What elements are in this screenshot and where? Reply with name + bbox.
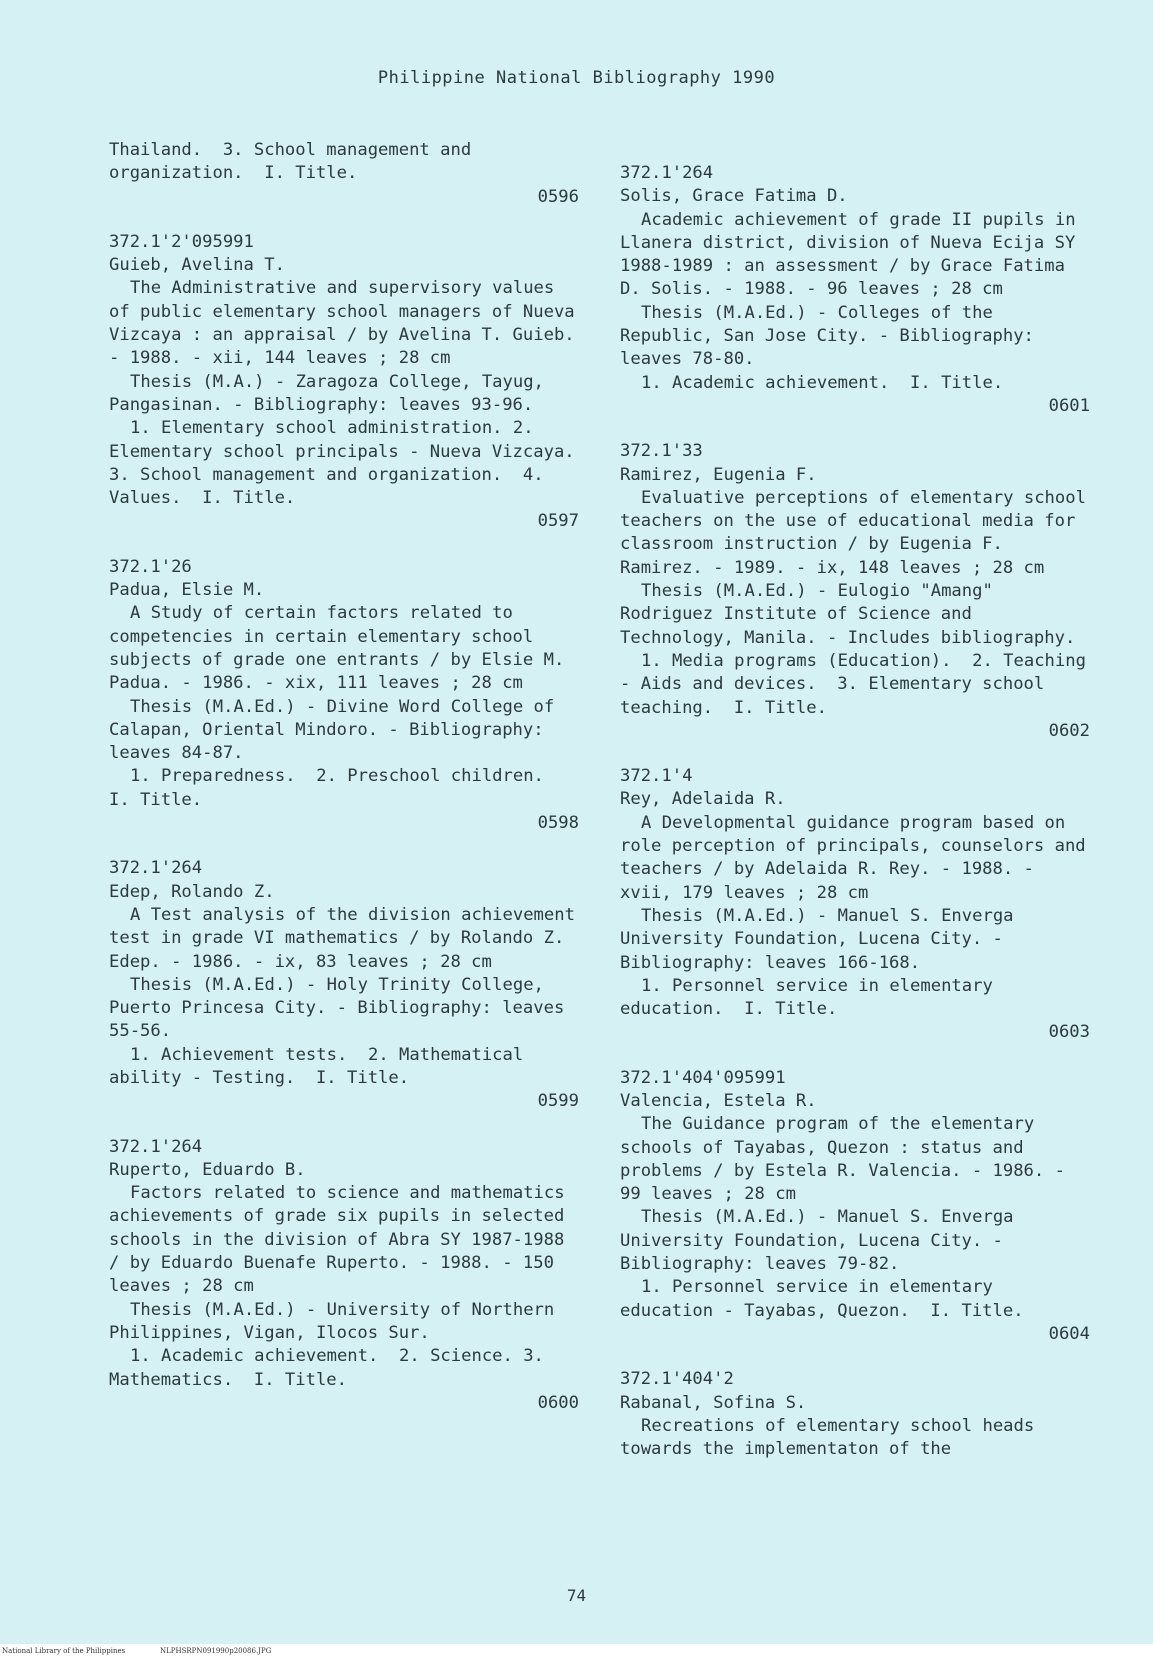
scan-footer	[0, 1644, 1153, 1658]
entry-note: Recreations of elementary school heads towards the implementaton of the	[620, 1415, 1045, 1460]
entry-note: Factors related to science and mathematics achievements of grade six pupils in selected schools in the division of Abra SY 1987-1988 / by Eduardo Buenafe Ruperto. - 1988. - 150 leaves ; 28 cm	[109, 1183, 575, 1297]
right-column	[620, 162, 1097, 1483]
author-heading: Ruperto, Eduardo B.	[109, 1159, 306, 1180]
entry-note: Evaluative perceptions of elementary school teachers on the use of educational media for classroom instruction / by Eugenia F. Ramirez. - 1989. - ix, 148 leaves ; 28 cm	[620, 487, 1097, 578]
page-number: 74	[566, 1586, 587, 1605]
author-heading: Rabanal, Sofina S.	[620, 1392, 807, 1413]
call-number: 372.1'33	[620, 441, 703, 462]
call-number: 372.1'264	[109, 858, 203, 879]
bibliography-entry	[620, 162, 1090, 418]
call-number: 372.1'404'2	[620, 1369, 734, 1390]
call-number: 372.1'404'095991	[620, 1067, 786, 1088]
entry-note: The Administrative and supervisory values of public elementary school managers of Nueva Vizcaya : an appraisal / by Avelina T. Guieb. - 1988. - xii, 144 leaves ; 28 cm	[109, 278, 586, 369]
bibliography-entry	[620, 1368, 1090, 1461]
bibliography-entry	[109, 139, 579, 209]
author-heading: Guieb, Avelina T.	[109, 255, 285, 276]
entry-number: 0601	[1048, 395, 1090, 416]
entry-note: 1. Personnel service in elementary education. I. Title.	[620, 975, 1004, 1020]
entry-number: 0597	[537, 511, 579, 532]
left-column	[109, 139, 596, 1437]
author-heading: Rey, Adelaida R.	[620, 789, 786, 810]
bibliography-entry	[620, 765, 1097, 1045]
call-number: 372.1'26	[109, 556, 192, 577]
entry-note: A Test analysis of the division achievement test in grade VI mathematics / by Rolando Z. Edep. - 1986. - ix, 83 leaves ; 28 cm	[109, 904, 586, 972]
entry-note: Thesis (M.A.Ed.) - Divine Word College of Calapan, Oriental Mindoro. - Bibliography: leaves 84-87.	[109, 696, 565, 764]
entry-note: 1. Elementary school administration. 2. Elementary school principals - Nueva Vizcaya. 3. School management and organization. 4. Values. I. Title.	[109, 418, 596, 509]
entry-note: 1. Academic achievement. 2. Science. 3. Mathematics. I. Title.	[109, 1346, 555, 1390]
entry-note: Thesis (M.A.) - Zaragoza College, Tayug, Pangasinan. - Bibliography: leaves 93-96.	[109, 371, 555, 415]
footer-right-text: NLPHSRPN091990p20086.JPG	[160, 1647, 272, 1655]
bibliography-entry	[620, 440, 1097, 743]
entry-note: Academic achievement of grade II pupils in Llanera district, division of Nueva Ecija SY 1988-1989 : an assessment / by Grace Fatima D. Solis. - 1988. - 96 leaves ; 28 cm	[620, 209, 1086, 300]
bibliography-entry	[109, 231, 596, 534]
entry-note: A Study of certain factors related to competencies in certain elementary school subjects of grade one entrants / by Elsie M. Padua. - 1986. - xix, 111 leaves ; 28 cm	[109, 603, 575, 694]
author-heading: Padua, Elsie M.	[109, 580, 265, 601]
author-heading: Valencia, Estela R.	[620, 1090, 817, 1111]
author-heading: Solis, Grace Fatima D.	[620, 186, 848, 207]
entry-note: A Developmental guidance program based on role perception of principals, counselors and teachers / by Adelaida R. Rey. - 1988. - xvii, 179 leaves ; 28 cm	[620, 812, 1097, 903]
entry-note: Thesis (M.A.Ed.) - Colleges of the Republic, San Jose City. - Bibliography: leaves 78-80.	[620, 302, 1045, 370]
footer-left-text: National Library of the Philippines	[2, 1647, 126, 1655]
bibliography-entry	[109, 857, 586, 1113]
entry-number: 0596	[537, 186, 579, 207]
author-heading: Ramirez, Eugenia F.	[620, 464, 817, 485]
entry-note: Thesis (M.A.Ed.) - Holy Trinity College, Puerto Princesa City. - Bibliography: leaves 55-56.	[109, 974, 575, 1042]
entry-note: Thesis (M.A.Ed.) - Manuel S. Enverga University Foundation, Lucena City. - Bibliography: leaves 166-168.	[620, 905, 1024, 973]
entry-note: 1. Personnel service in elementary education - Tayabas, Quezon. I. Title.	[620, 1277, 1024, 1321]
call-number: 372.1'264	[620, 163, 714, 183]
entry-number: 0604	[1048, 1323, 1090, 1344]
entry-number: 0602	[1048, 720, 1090, 741]
entry-number: 0599	[537, 1091, 579, 1112]
call-number: 372.1'4	[620, 766, 693, 787]
entry-number: 0603	[1048, 1022, 1090, 1043]
entry-number: 0600	[537, 1392, 579, 1413]
entry-note: The Guidance program of the elementary schools of Tayabas, Quezon : status and problems / by Estela R. Valencia. - 1986. - 99 leaves ; 28 cm	[620, 1114, 1076, 1205]
bibliography-entry	[620, 1067, 1090, 1347]
entry-note: Thesis (M.A.Ed.) - University of Northern Philippines, Vigan, Ilocos Sur.	[109, 1299, 565, 1343]
entry-note: Thesis (M.A.Ed.) - Eulogio "Amang" Rodriguez Institute of Science and Technology, Manila. - Includes bibliography.	[620, 581, 1076, 648]
bibliography-entry	[109, 1136, 579, 1416]
entry-note: 1. Media programs (Education). 2. Teaching - Aids and devices. 3. Elementary school teaching. I. Title.	[620, 650, 1097, 718]
bibliography-entry	[109, 556, 579, 836]
page-header-title: Philippine National Bibliography 1990	[377, 68, 776, 88]
entry-note: Thailand. 3. School management and organization. I. Title.	[109, 140, 482, 184]
entry-note: 1. Preparedness. 2. Preschool children. I. Title.	[109, 766, 565, 810]
call-number: 372.1'264	[109, 1136, 203, 1157]
entry-note: Thesis (M.A.Ed.) - Manuel S. Enverga University Foundation, Lucena City. - Bibliography: leaves 79-82.	[620, 1207, 1024, 1275]
entry-number: 0598	[537, 813, 579, 834]
call-number: 372.1'2'095991	[109, 231, 254, 252]
entry-note: 1. Academic achievement. I. Title.	[641, 372, 1004, 393]
entry-note: 1. Achievement tests. 2. Mathematical ability - Testing. I. Title.	[109, 1044, 534, 1088]
author-heading: Edep, Rolando Z.	[109, 881, 275, 902]
